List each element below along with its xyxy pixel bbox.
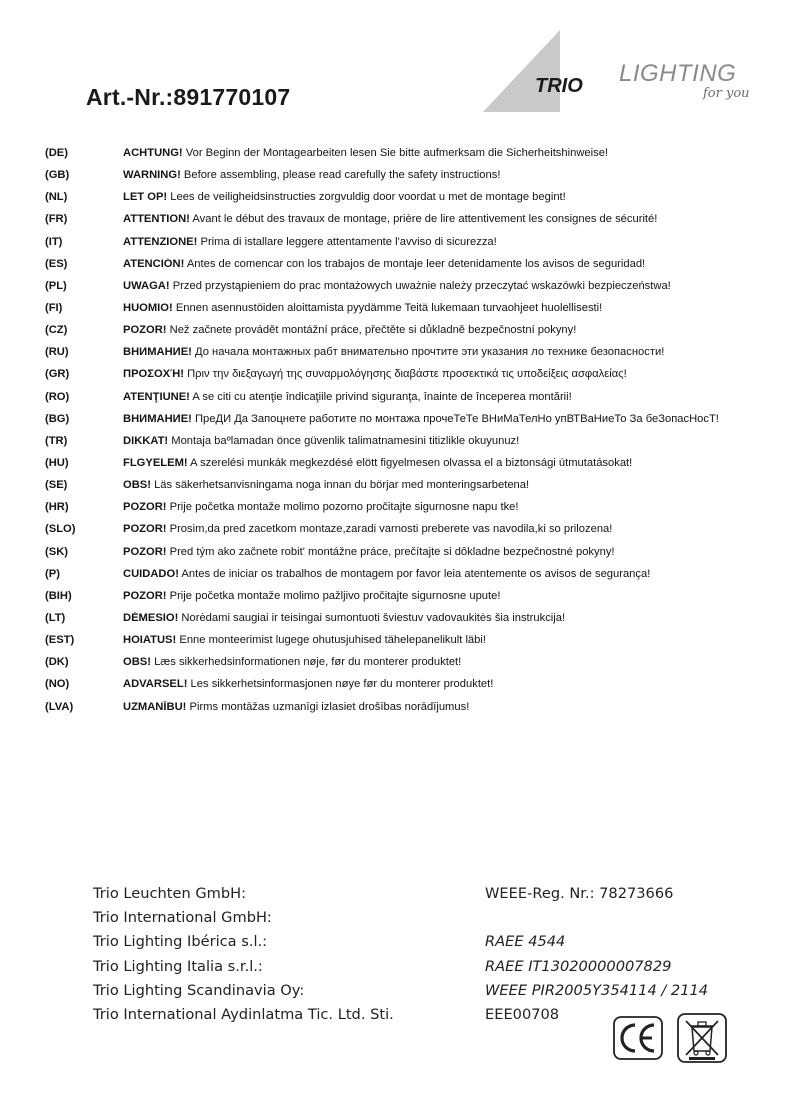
brand-tagline: for you [703,86,750,101]
language-code: (PL) [45,279,67,292]
language-code: (SLO) [45,523,76,536]
warning-text: Læs sikkerhedsinformationen nøje, før du monterer produktet! [150,656,462,669]
warning-row [45,474,785,496]
warning-keyword: HUOMIO! [123,302,173,315]
warning-keyword: DĖMESIO! [123,612,179,625]
language-code: (RU) [45,346,69,359]
language-code: (GR) [45,368,70,381]
language-code: (CZ) [45,324,68,337]
language-code: (BIH) [45,589,72,602]
company-line: Trio Leuchten GmbH: [93,885,247,902]
warning-keyword: POZOR! [123,324,167,337]
warning-message [123,656,785,668]
warning-message [123,413,785,425]
warning-message [123,546,785,558]
brand-trio: TRIO [535,75,583,97]
warning-row [45,142,785,164]
warning-text: До начала монтажных рабт внимательно прочтите эти указания ло технике безопасности! [191,346,665,359]
language-code: (ES) [45,257,68,270]
warning-keyword: POZOR! [123,589,167,602]
company-line: Trio Lighting Ibérica s.l.: [93,933,268,951]
warning-keyword: HOIATUS! [123,634,177,647]
warning-row [45,696,785,718]
language-code: (NL) [45,191,68,204]
warning-message [123,501,785,513]
brand-lighting: LIGHTING [619,60,737,87]
warning-row [45,231,785,253]
warning-row [45,386,785,408]
warning-text: ПреДИ Да Запоцнете работите по монтажа прочеТеТе ВНиМаТелНо упВТВаНиеТо За беЗопасНосТ! [191,412,719,425]
warning-message [123,590,785,602]
warning-row [45,563,785,585]
warning-text: Pirms montāžas uzmanīgi izlasiet drošības norādījumus! [186,700,470,713]
warning-keyword: LET OP! [123,191,168,204]
warning-text: Vor Beginn der Montagearbeiten lesen Sie bitte aufmerksam die Sicherheitshinweise! [182,147,609,160]
warning-text: Montaja baºlamadan önce güvenlik talimatnamesini titizlikle okuyunuz! [168,434,520,447]
language-code: (FI) [45,302,63,315]
warning-message [123,213,785,225]
warning-message [123,236,785,248]
language-code: (NO) [45,678,70,691]
warning-text: Prosim,da pred zacetkom montaze,zaradi varnosti preberete vas navodila,ki so prilozena! [166,523,613,536]
trio-lighting-logo [478,28,778,118]
warning-text: Prije početka montaže molimo pozorno pročitajte sigurnosne napu tke! [166,501,519,514]
warning-row [45,673,785,695]
warning-keyword: FLGYELEM! [123,457,188,470]
warning-keyword: OBS! [123,656,151,669]
company-line: Trio Lighting Scandinavia Oy: [93,981,305,999]
warning-message [123,568,785,580]
warning-row [45,253,785,275]
blank-line [485,906,708,930]
warning-message [123,324,785,336]
warning-row [45,341,785,363]
warning-text: Przed przystąpieniem do prac montażowych uważnie należy przeczytać wskazówki bezpieczeństwa! [169,279,671,292]
weee-crossed-bin-icon [677,1013,727,1063]
warning-message [123,191,785,203]
warning-message [123,523,785,535]
warning-row [45,518,785,540]
warning-keyword: ACHTUNG! [123,147,183,160]
warning-text: Enne monteerimist lugege ohutusjuhised tähelepanelikult läbi! [176,634,486,647]
warning-text: Les sikkerhetsinformasjonen nøye før du monterer produktet! [187,678,494,691]
language-code: (FR) [45,213,68,226]
warning-keyword: ADVARSEL! [123,678,188,691]
raee-it-number: RAEE IT13020000007829 [485,957,672,975]
weee-reg-number: WEEE-Reg. Nr.: 78273666 [485,885,674,902]
warning-message [123,612,785,624]
warning-keyword: ATENŢIUNE! [123,390,190,403]
warning-message [123,479,785,491]
warning-keyword: ВНИМАНИЕ! [123,346,192,359]
warning-row [45,651,785,673]
warning-keyword: OBS! [123,479,151,492]
warning-message [123,302,785,314]
warning-message [123,169,785,181]
warning-row [45,297,785,319]
warning-text: Before assembling, please read carefully the safety instructions! [180,169,501,182]
language-code: (BG) [45,412,70,425]
warning-message [123,701,785,713]
company-list [93,882,394,1027]
warning-row [45,363,785,385]
company-line: Trio Lighting Italia s.r.l.: [93,957,263,975]
language-code: (LT) [45,612,66,625]
warning-keyword: POZOR! [123,545,167,558]
raee-number: RAEE 4544 [485,933,566,951]
language-code: (LVA) [45,700,74,713]
warning-keyword: DIKKAT! [123,434,169,447]
warning-row [45,319,785,341]
warning-text: Než začnete provádět montážní práce, přečtěte si důkladně bezpečnostní pokyny! [166,324,577,337]
warning-text: Antes de iniciar os trabalhos de montagem por favor leia atentemente os avisos de segurança! [178,567,651,580]
warning-keyword: ATTENZIONE! [123,235,198,248]
safety-warnings-list [45,142,785,718]
language-code: (DE) [45,147,68,160]
registration-list [485,882,708,1027]
language-code: (SK) [45,545,68,558]
language-code: (SE) [45,479,68,492]
warning-text: Pred tým ako začnete robit' montážne práce, prečítajte si dôkladne bezpečnostné pokyny! [166,545,615,558]
warning-message [123,457,785,469]
warning-text: Antes de comencar con los trabajos de montaje leer detenidamente los avisos de seguridad! [184,257,646,270]
warning-message [123,634,785,646]
language-code: (IT) [45,235,63,248]
language-code: (HR) [45,501,69,514]
warning-text: Lees de veiligheidsinstructies zorgvuldig door voordat u met de montage begint! [167,191,566,204]
warning-keyword: WARNING! [123,169,181,182]
warning-keyword: CUIDADO! [123,567,179,580]
warning-keyword: POZOR! [123,501,167,514]
warning-row [45,186,785,208]
warning-keyword: UZMANĪBU! [123,700,187,713]
warning-message [123,368,785,380]
warning-row [45,607,785,629]
warning-text: Prije početka montaže molimo pažljivo pročitajte sigurnosne upute! [166,589,501,602]
company-line: Trio International GmbH: [93,909,272,927]
warning-row [45,496,785,518]
language-code: (EST) [45,634,75,647]
warning-text: A szerelési munkák megkezdésé elött figyelmesen olvassa el a biztonsági útmutatásokat! [187,457,633,470]
warning-text: Läs säkerhetsanvisningama noga innan du börjar med monteringsarbetena! [150,479,530,492]
warning-message [123,280,785,292]
warning-text: Prima di istallare leggere attentamente l'avviso di sicurezza! [197,235,497,248]
language-code: (TR) [45,434,68,447]
company-line: Trio International Aydinlatma Tic. Ltd. Sti. [93,1005,394,1023]
warning-message [123,678,785,690]
warning-row [45,164,785,186]
warning-row [45,208,785,230]
warning-row [45,275,785,297]
warning-text: Norėdami saugiai ir teisingai sumontuoti šviestuv vadovaukitės šia instrukcija! [178,612,566,625]
warning-message [123,147,785,159]
language-code: (P) [45,567,60,580]
warning-row [45,629,785,651]
warning-keyword: UWAGA! [123,279,170,292]
warning-row [45,452,785,474]
language-code: (RO) [45,390,70,403]
warning-text: Ennen asennustöiden aloittamista pyydämme Teitä lukemaan turvaohjeet huolellisesti! [172,302,603,315]
warning-keyword: ATTENTION! [123,213,190,226]
eee-number: EEE00708 [485,1005,560,1023]
warning-text: Avant le début des travaux de montage, prière de lire attentivement les consignes de sécurité! [189,213,658,226]
warning-row [45,541,785,563]
warning-message [123,435,785,447]
warning-text: A se citi cu atenţie îndicaţiile privind siguranţa, înainte de începerea montării! [189,390,572,403]
warning-text: Πριν την διεξαγωγή της συναρμολόγησης διαβάστε προσεκτικά τις υποδείξεις ασφαλείας! [183,368,627,381]
warning-message [123,346,785,358]
warning-keyword: POZOR! [123,523,167,536]
warning-keyword: ВНИМАНИЕ! [123,412,192,425]
language-code: (GB) [45,169,70,182]
ce-mark-icon [613,1016,663,1060]
warning-row [45,408,785,430]
warning-message [123,258,785,270]
language-code: (HU) [45,457,69,470]
warning-row [45,585,785,607]
warning-keyword: ATENCIÓN! [123,257,185,270]
warning-message [123,391,785,403]
weee-pir-number: WEEE PIR2005Y354114 / 2114 [485,981,709,999]
language-code: (DK) [45,656,69,669]
warning-keyword: ΠΡΟΣΟΧΉ! [123,368,184,381]
article-number: Art.-Nr.:891770107 [86,84,291,110]
warning-row [45,430,785,452]
